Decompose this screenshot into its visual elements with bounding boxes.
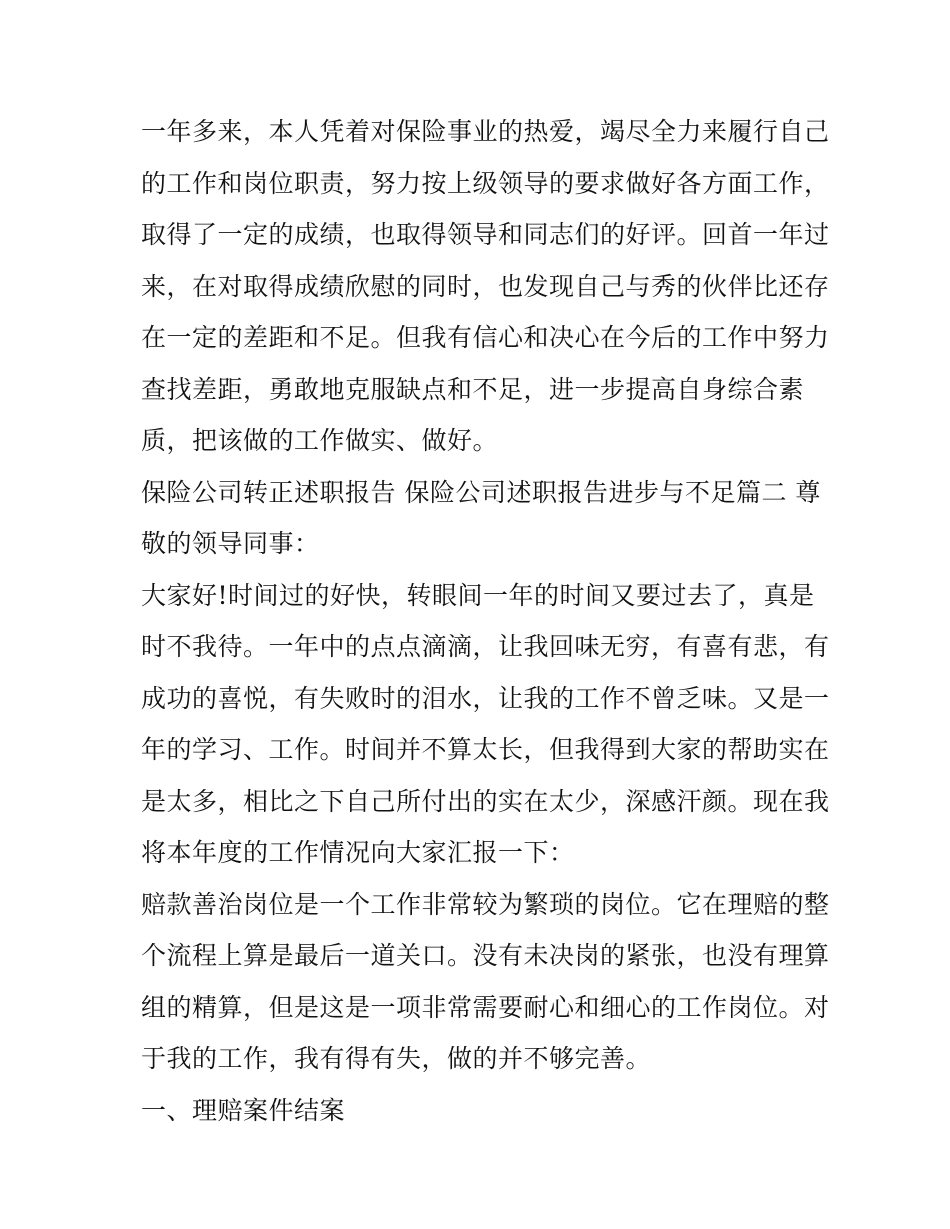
text-line: 在一定的差距和不足。但我有信心和决心在今后的工作中努力: [141, 323, 830, 352]
text-line: 于我的工作，我有得有失，做的并不够完善。: [141, 1044, 652, 1073]
text-line: 是太多，相比之下自己所付出的实在太少，深感汗颜。现在我: [141, 786, 830, 816]
text-line: 个流程上算是最后一道关口。没有未决岗的紧张，也没有理算: [141, 941, 830, 970]
text-line: 质，把该做的工作做实、做好。: [141, 426, 499, 455]
text-line: 大家好!时间过的好快，转眼间一年的时间又要过去了，真是: [141, 580, 815, 610]
text-line: 查找差距，勇敢地克服缺点和不足，进一步提高自身综合素: [141, 374, 805, 404]
text-line: 将本年度的工作情况向大家汇报一下：: [141, 838, 575, 867]
document-body: [141, 106, 830, 1136]
text-line: 的工作和岗位职责，努力按上级领导的要求做好各方面工作，: [141, 168, 830, 198]
text-line: 来，在对取得成绩欣慰的同时，也发现自己与秀的伙伴比还存: [141, 271, 830, 301]
text-line: 时不我待。一年中的点点滴滴，让我回味无穷，有喜有悲，有: [141, 632, 830, 661]
text-line: 年的学习、工作。时间并不算太长，但我得到大家的帮助实在: [141, 735, 830, 764]
section-title-line: 保险公司转正述职报告 保险公司述职报告进步与不足篇二 尊: [141, 477, 821, 507]
section-heading: 一、理赔案件结案: [141, 1095, 346, 1125]
text-line: 一年多来，本人凭着对保险事业的热爱，竭尽全力来履行自己: [141, 117, 830, 146]
text-line: 赔款善治岗位是一个工作非常较为繁琐的岗位。它在理赔的整: [141, 889, 830, 919]
text-line: 成功的喜悦，有失败时的泪水，让我的工作不曾乏味。又是一: [141, 683, 830, 713]
text-line: 组的精算，但是这是一项非常需要耐心和细心的工作岗位。对: [141, 992, 830, 1022]
salutation-line: 敬的领导同事：: [141, 529, 320, 558]
text-line: 取得了一定的成绩，也取得领导和同志们的好评。回首一年过: [141, 220, 830, 249]
